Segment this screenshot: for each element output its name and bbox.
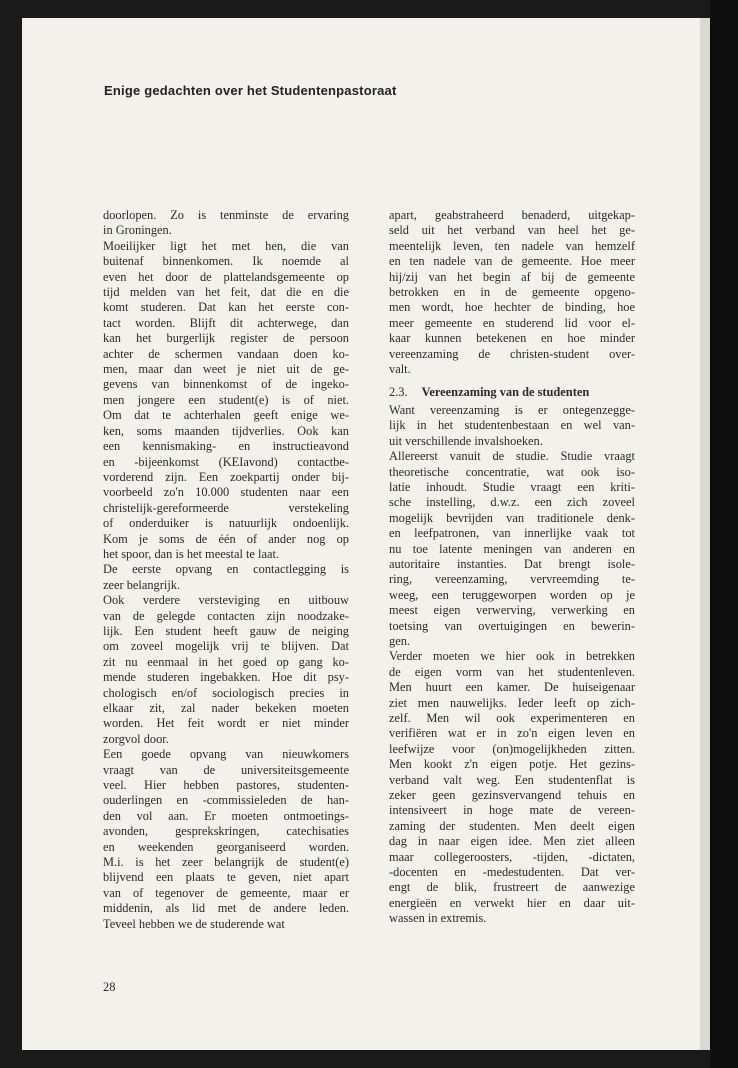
text-line: engt de blik, frustreert de aanwezige (389, 880, 635, 895)
text-line: avonden, gesprekskringen, catechisaties (103, 824, 349, 839)
text-line: lijk. Een student heeft gauw de neiging (103, 623, 349, 638)
right-column-bottom (389, 403, 635, 927)
text-line: gen. (389, 633, 410, 648)
paragraph (103, 593, 349, 747)
text-line: in Groningen. (103, 223, 172, 238)
running-head: Enige gedachten over het Studentenpastoraat (104, 83, 397, 98)
text-line: hij/zij van het begin af bij de gemeente (389, 269, 635, 284)
text-line: tact worden. Blijft dit achterwege, dan (103, 315, 349, 330)
text-line: latie inhoudt. Studie vraagt een kriti- (389, 479, 635, 494)
page-number: 28 (103, 980, 116, 994)
text-line: intensiveert in hoge mate de vereen- (389, 803, 635, 818)
text-line: de eigen vorm van het studentenleven. (389, 664, 635, 679)
text-line: doorlopen. Zo is tenminste de ervaring (103, 208, 349, 222)
text-line: kaar kunnen betekenen en hoe minder (389, 331, 635, 346)
text-line: Moeilijker ligt het met hen, die van (103, 238, 349, 253)
text-line: men wordt, hoe hechter de binding, hoe (389, 300, 635, 315)
paragraph (103, 562, 349, 593)
text-line: Een goede opvang van nieuwkomers (103, 747, 349, 762)
left-column (103, 208, 349, 932)
paragraph (103, 208, 349, 239)
text-line: Want vereenzaming is er ontegenzegge- (389, 402, 635, 417)
text-line: leefwijze voor (on)mogelijkheden zitten. (389, 741, 635, 756)
text-line: vraagt van de universiteitsgemeente (103, 762, 349, 777)
text-line: en ten nadele van de gemeente. Hoe meer (389, 254, 635, 269)
text-line: ouderlingen en -commissieleden de han- (103, 793, 349, 808)
paragraph (389, 649, 635, 926)
text-line: meentelijk leven, ten nadele van hemzelf (389, 238, 635, 253)
text-line: veel. Hier hebben pastores, studenten- (103, 778, 349, 793)
text-line: Men huurt een kamer. De huiseigenaar (389, 680, 635, 695)
text-line: een kennismaking- en instructieavond (103, 439, 349, 454)
text-line: valt. (389, 362, 411, 377)
text-line: komt studeren. Dat kan het eerste con- (103, 300, 349, 315)
text-line: Kom je soms de één of ander nog op (103, 531, 349, 546)
text-line: -docenten en -medestudenten. Dat ver- (389, 865, 635, 880)
text-line: Verder moeten we hier ook in betrekken (389, 649, 635, 664)
text-line: ziet men nauwelijks. Ieder leeft op zich- (389, 695, 635, 710)
text-line: lijk in het studentenbestaan en wel van- (389, 418, 635, 433)
right-column-top (389, 208, 635, 377)
text-line: seld uit het verband van heel het ge- (389, 223, 635, 238)
text-line: mogelijk bevrijden van traditionele denk- (389, 510, 635, 525)
page-edge (700, 18, 710, 1050)
paragraph (103, 747, 349, 932)
text-line: nu toe latente meningen van anderen en (389, 541, 635, 556)
text-line: meer gemeente en studerend lid voor el- (389, 315, 635, 330)
text-line: autoritaire instanties. Dat brengt isole- (389, 556, 635, 571)
paragraph (389, 449, 635, 649)
text-line: ring, vereenzaming, vervreemding te- (389, 572, 635, 587)
text-line: gevens van binnenkomst of de ingeko- (103, 377, 349, 392)
text-line: zeker geen gezinsvervangend tehuis en (389, 788, 635, 803)
text-line: Teveel hebben we de studerende wat (103, 916, 285, 931)
section-number: 2.3. (389, 385, 408, 400)
text-line: mende studeren ingebakken. Hoe dit psy- (103, 670, 349, 685)
text-line: wassen in extremis. (389, 911, 487, 926)
text-line: of onderduiker is natuurlijk ondoenlijk. (103, 516, 349, 531)
text-line: worden. Het feit wordt er niet minder (103, 716, 349, 731)
text-line: chologisch en/of sociologisch precies in (103, 685, 349, 700)
text-line: blijvend een plaats te geven, niet apart (103, 870, 349, 885)
text-line: uit verschillende invalshoeken. (389, 433, 543, 448)
text-line: Om dat te achterhalen geeft enige we- (103, 408, 349, 423)
text-line: vorderend zijn. Een zoekpartij onder bij- (103, 469, 349, 484)
text-line: christelijk-gereformeerde verstekeling (103, 500, 349, 515)
text-line: Men kookt z'n eigen potje. Het gezins- (389, 757, 635, 772)
text-line: van of tegenover de gemeente, maar er (103, 885, 349, 900)
text-line: den vol aan. Er moeten ontmoetings- (103, 808, 349, 823)
text-line: het spoor, dan is het meestal te laat. (103, 546, 280, 561)
text-line: De eerste opvang en contactlegging is (103, 562, 349, 577)
text-line: Ook verdere versteviging en uitbouw (103, 593, 349, 608)
text-line: zorgvol door. (103, 731, 169, 746)
text-line: zelf. Men wil ook experimenteren en (389, 711, 635, 725)
text-line: en weekenden georganiseerd worden. (103, 839, 349, 854)
text-line: en leefpatronen, van innerlijke vaak tot (389, 526, 635, 541)
section-title: Vereenzaming van de studenten (421, 385, 590, 400)
text-line: theoretische concentratie, wat ook iso- (389, 464, 635, 479)
text-line: apart, geabstraheerd benaderd, uitgekap- (389, 208, 635, 222)
text-line: tijd melden van het feit, dat die en die (103, 285, 349, 300)
scan-border (710, 0, 738, 1068)
text-line: kan het burgerlijk register de persoon (103, 331, 349, 346)
text-line: maar collegeroosters, -tijden, -dictaten, (389, 849, 635, 864)
text-line: even het door de plattelandsgemeente op (103, 269, 349, 284)
text-line: en -bijeenkomst (KEIavond) contactbe- (103, 454, 349, 469)
text-line: middenin, als lid met de andere leden. (103, 901, 349, 916)
text-line: men, maar dan weet je niet uit de ge- (103, 362, 349, 377)
paragraph (389, 403, 635, 449)
text-line: zit nu eenmaal in het goed op gang ko- (103, 654, 349, 669)
section-heading (389, 385, 635, 400)
text-line: M.i. is het zeer belangrijk de student(e) (103, 855, 349, 870)
text-line: om zoveel mogelijk vrij te blijven. Dat (103, 639, 349, 654)
text-line: verifiëren wat er in zo'n eigen leven en (389, 726, 635, 741)
text-line: vereenzaming de christen-student over- (389, 346, 635, 361)
text-line: men jongere een student(e) is of niet. (103, 392, 349, 407)
paragraph (389, 208, 635, 377)
text-line: dag in naar eigen idee. Men ziet alleen (389, 834, 635, 849)
text-line: weeg, een teruggeworpen worden op je (389, 587, 635, 602)
text-line: elkaar zit, zal nader bekeken moeten (103, 701, 349, 715)
text-line: verband valt weg. Een studentenflat is (389, 772, 635, 787)
text-line: toetsing van overtuigingen en bewerin- (389, 618, 635, 633)
text-line: Allereerst vanuit de studie. Studie vraagt (389, 449, 635, 464)
text-line: zeer belangrijk. (103, 577, 181, 592)
text-line: achter de schermen vandaan doen ko- (103, 346, 349, 361)
right-column (389, 208, 635, 927)
text-line: ken, soms maanden tijdverlies. Ook kan (103, 423, 349, 438)
paragraph (103, 239, 349, 563)
text-line: zaming der studenten. Men deelt eigen (389, 818, 635, 833)
text-line: energieën en verwekt hier en daar uit- (389, 895, 635, 910)
text-line: buitenaf binnenkomen. Ik noemde al (103, 254, 349, 269)
text-line: van de gelegde contacten zijn noodzake- (103, 608, 349, 623)
text-line: betrokken en in de gemeente opgeno- (389, 285, 635, 300)
text-line: meest eigen verwerving, verwerking en (389, 603, 635, 618)
text-line: sche instelling, d.w.z. een zich zoveel (389, 495, 635, 510)
text-line: voorbeeld zo'n 10.000 studenten naar een (103, 485, 349, 500)
